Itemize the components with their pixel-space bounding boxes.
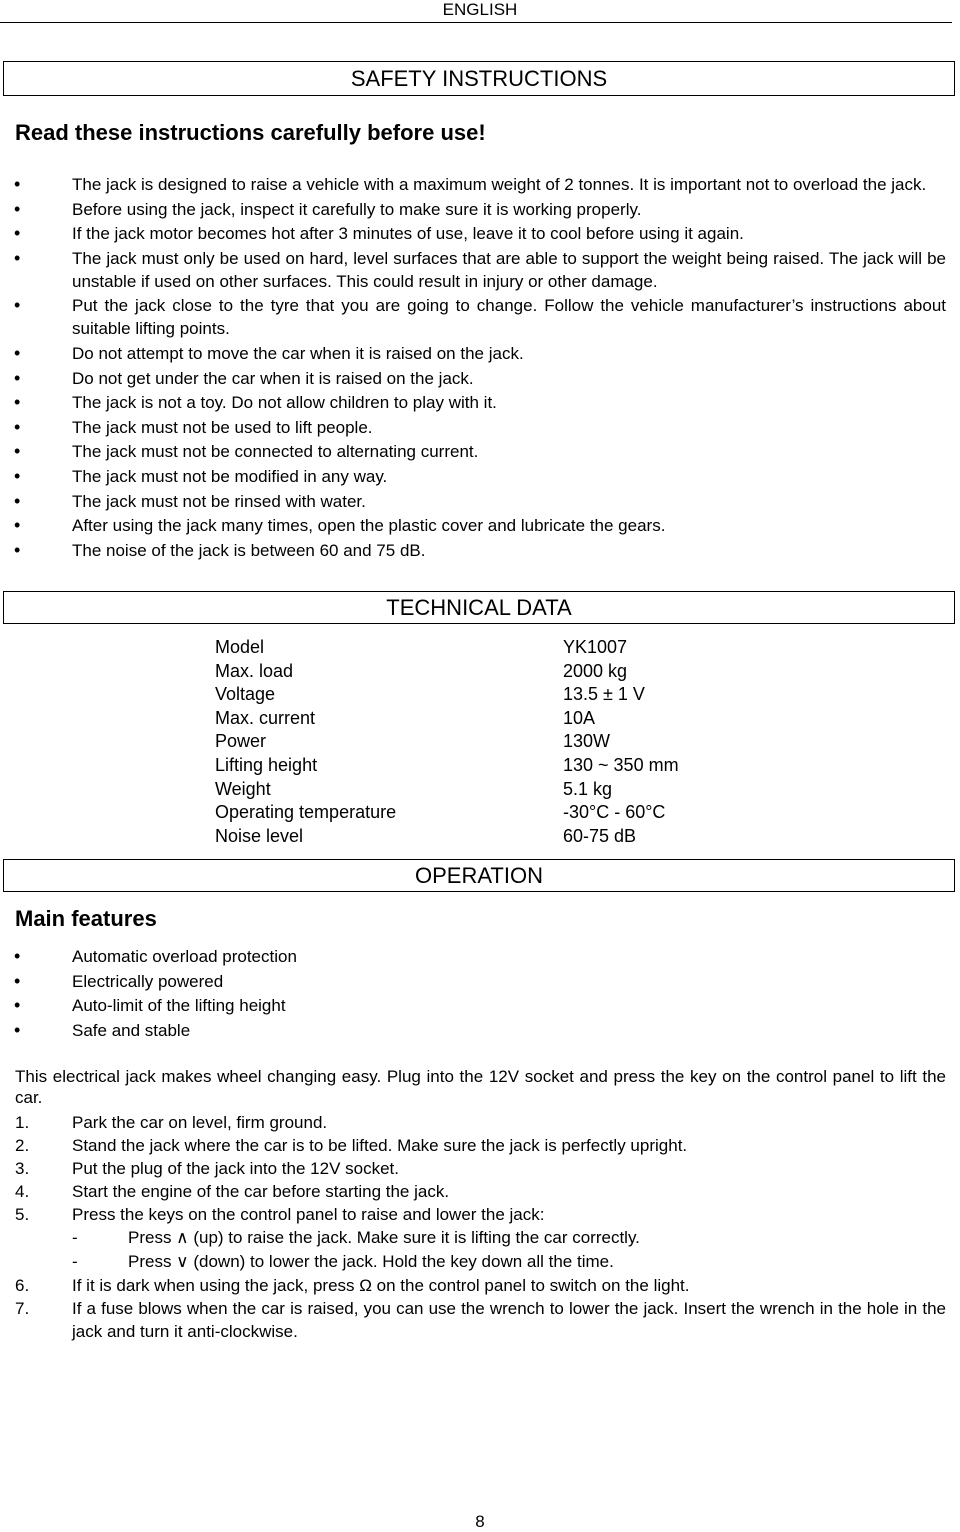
operation-steps	[15, 1111, 946, 1343]
spec-value: 60-75 dB	[563, 825, 637, 846]
sub-step-dash: -	[72, 1252, 78, 1271]
step-item	[15, 1297, 946, 1343]
operation-title: OPERATION	[415, 863, 543, 888]
list-item: • Do not get under the car when it is raised on the jack.	[14, 367, 946, 390]
operation-intro: This electrical jack makes wheel changing easy. Plug into the 12V socket and press the key on the control panel to lift the car.	[15, 1067, 946, 1107]
list-item: • Put the jack close to the tyre that you are going to change. Follow the vehicle manufacturer’s instructions about suitable lifting points.	[14, 294, 946, 340]
spec-value: YK1007	[563, 637, 628, 657]
spec-value: 130 ~ 350 mm	[563, 754, 679, 775]
step-number: 3.	[15, 1159, 30, 1178]
sub-step	[72, 1250, 946, 1274]
spec-label: Max. load	[215, 660, 294, 681]
spec-label: Voltage	[215, 684, 276, 705]
list-item: • The jack must not be modified in any way.	[14, 465, 946, 488]
step-number: 2.	[15, 1136, 30, 1155]
step-text: Press the keys on the control panel to raise and lower the jack:	[72, 1205, 545, 1224]
spec-value: -30°C - 60°C	[563, 802, 666, 823]
list-item: • The jack must only be used on hard, level surfaces that are able to support the weight being raised. The jack will be unstable if used on other surfaces. This could result in injury or other damage.	[14, 247, 946, 293]
step-number: 1.	[15, 1113, 30, 1132]
step-text: Put the plug of the jack into the 12V socket.	[72, 1159, 399, 1178]
step-item	[15, 1111, 946, 1134]
step-number: 6.	[15, 1276, 30, 1295]
spec-value: 5.1 kg	[563, 778, 613, 799]
page-number: 8	[475, 1512, 485, 1531]
spec-label: Lifting height	[215, 754, 318, 775]
list-item: • After using the jack many times, open the plastic cover and lubricate the gears.	[14, 514, 946, 537]
list-item: • The jack must not be rinsed with water.	[14, 490, 946, 513]
list-item: • Electrically powered	[14, 970, 946, 993]
list-item: • Before using the jack, inspect it carefully to make sure it is working properly.	[14, 198, 946, 221]
list-item: • The jack is designed to raise a vehicle with a maximum weight of 2 tonnes. It is important not to overload the jack.	[14, 173, 946, 196]
list-item: • The noise of the jack is between 60 and 75 dB.	[14, 539, 946, 562]
main-features-heading: Main features	[15, 906, 157, 931]
list-item: • Automatic overload protection	[14, 945, 946, 968]
sub-step	[72, 1226, 946, 1250]
technical-title-box	[3, 591, 955, 624]
sub-step-text: Press ∧ (up) to raise the jack. Make sure it is lifting the car correctly.	[128, 1228, 640, 1247]
list-item: • The jack must not be connected to alternating current.	[14, 440, 946, 463]
features-list	[14, 945, 946, 1043]
step-text: If it is dark when using the jack, press Ω on the control panel to switch on the light.	[72, 1276, 690, 1295]
safety-title: SAFETY INSTRUCTIONS	[350, 66, 608, 91]
list-item: • If the jack motor becomes hot after 3 minutes of use, leave it to cool before using it again.	[14, 222, 946, 245]
spec-value: 130W	[563, 731, 611, 752]
step-item	[15, 1203, 946, 1274]
list-item: • The jack is not a toy. Do not allow children to play with it.	[14, 391, 946, 414]
step-text: Start the engine of the car before starting the jack.	[72, 1182, 450, 1201]
step-number: 7.	[15, 1299, 30, 1318]
spec-value: 10A	[563, 707, 596, 728]
spec-value: 13.5 ± 1 V	[563, 684, 645, 705]
spec-value: 2000 kg	[563, 660, 628, 681]
safety-intro: Read these instructions carefully before use!	[15, 120, 486, 145]
step-text: Stand the jack where the car is to be lifted. Make sure the jack is perfectly upright.	[72, 1136, 688, 1155]
safety-list	[14, 173, 946, 563]
operation-title-box	[3, 859, 955, 892]
list-item: • Do not attempt to move the car when it is raised on the jack.	[14, 342, 946, 365]
step-number: 4.	[15, 1182, 30, 1201]
step-number: 5.	[15, 1205, 30, 1224]
step-text: Park the car on level, firm ground.	[72, 1113, 328, 1132]
spec-label: Max. current	[215, 707, 316, 728]
language-header: ENGLISH	[442, 0, 518, 19]
sub-step-text: Press ∨ (down) to lower the jack. Hold the key down all the time.	[128, 1252, 614, 1271]
safety-title-box	[3, 61, 955, 96]
step-item	[15, 1157, 946, 1180]
spec-label: Operating temperature	[215, 802, 397, 823]
spec-label: Power	[215, 731, 267, 752]
spec-label: Noise level	[215, 825, 304, 846]
list-item: • The jack must not be used to lift people.	[14, 416, 946, 439]
step-item	[15, 1134, 946, 1157]
list-item: • Auto-limit of the lifting height	[14, 994, 946, 1017]
sub-step-dash: -	[72, 1228, 78, 1247]
spec-label: Weight	[215, 778, 271, 799]
step-item	[15, 1274, 946, 1297]
spec-label: Model	[215, 637, 265, 657]
step-text: If a fuse blows when the car is raised, you can use the wrench to lower the jack. Insert the wrench in the hole in the jack and turn it anti-clockwise.	[72, 1299, 946, 1341]
list-item: • Safe and stable	[14, 1019, 946, 1042]
technical-title: TECHNICAL DATA	[386, 595, 572, 620]
step-item	[15, 1180, 946, 1203]
header-rule	[0, 22, 952, 23]
